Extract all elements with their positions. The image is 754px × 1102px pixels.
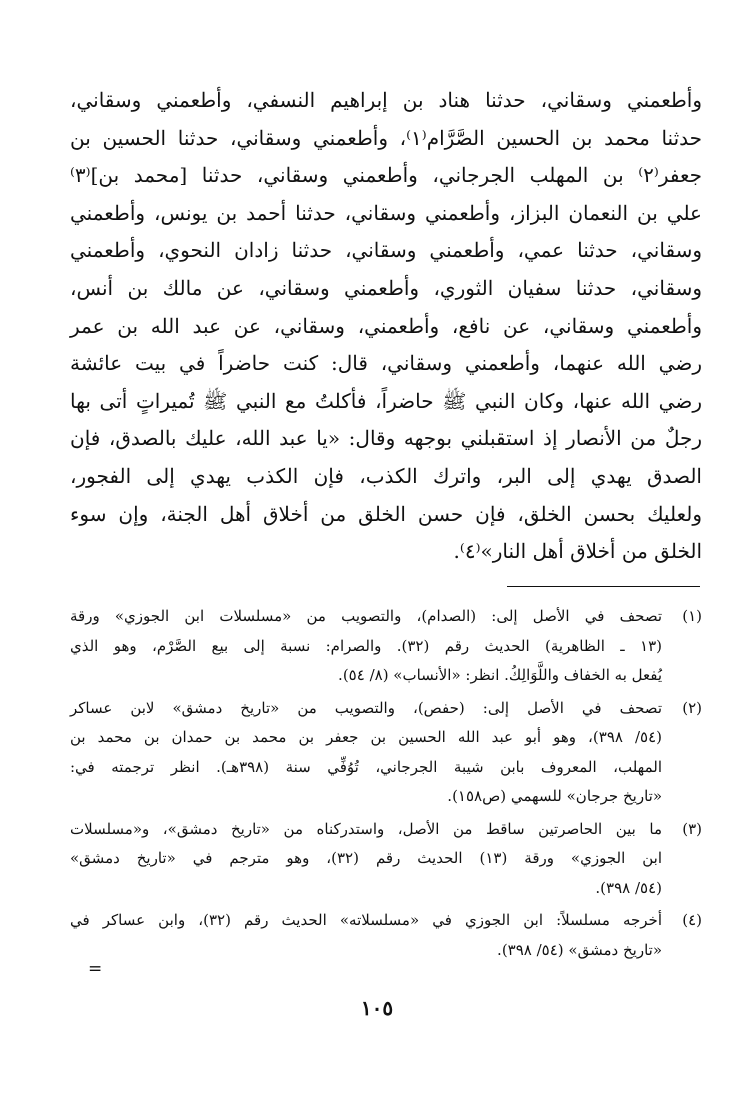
footnote-line: يُفعل به الخفاف واللَّوَالِكُ. انظر: «الأنساب» (٨/ ٥٤). <box>338 666 662 684</box>
page-number: ١٠٥ <box>360 996 394 1020</box>
main-text-line: علي بن النعمان البزاز، وأطعمني وسقاني، حدثنا أحمد بن يونس، وأطعمني <box>70 200 702 225</box>
footnotes-section <box>70 602 702 968</box>
main-text-line: رضي الله عنها، وكان النبي ﷺ حاضراً، فأكلتُ مع النبي ﷺ تُميراتٍ أتى بها <box>70 388 702 413</box>
main-text-line: وأطعمني وسقاني، عن نافع، وأطعمني، وسقاني، عن عبد الله بن عمر <box>70 313 702 338</box>
footnote-1 <box>70 602 702 691</box>
footnote-line: أخرجه مسلسلاً: ابن الجوزي في «مسلسلاته» الحديث رقم (٣٢)، وابن عساكر في <box>70 911 662 929</box>
footnote-line: ما بين الحاصرتين ساقط من الأصل، واستدركناه من «تاريخ دمشق»، و«مسلسلات <box>70 819 662 838</box>
footnote-line: المهلب، المعروف بابن شيبة الجرجاني، تُوُفِّي سنة (٣٩٨هـ). انظر ترجمته في: <box>70 757 662 776</box>
main-text-line: حدثنا محمد بن الحسين الصَّرَّام⁽١⁾، وأطعمني وسقاني، حدثنا الحسين بن <box>70 125 703 150</box>
main-text-line: جعفر⁽٢⁾ بن المهلب الجرجاني، وأطعمني وسقاني، حدثنا [محمد بن]⁽٣⁾ <box>70 163 702 188</box>
footnote-line: «تاريخ جرجان» للسهمي (ص١٥٨). <box>447 787 662 805</box>
footnote-3 <box>70 815 702 904</box>
footnote-number: (٣) <box>682 819 702 838</box>
footnote-4 <box>70 906 702 965</box>
footnote-continuation-mark: = <box>88 959 103 979</box>
main-text-line: وسقاني، حدثنا سفيان الثوري، وأطعمني وسقاني، عن مالك بن أنس، <box>70 275 702 300</box>
footnote-number: (٢) <box>682 698 702 717</box>
footnote-number: (١) <box>682 607 702 625</box>
footnote-line: تصحف في الأصل إلى: (حفص)، والتصويب من «تاريخ دمشق» لابن عساكر <box>70 698 662 717</box>
main-text-line: الصدق يهدي إلى البر، واترك الكذب، فإن الكذب يهدي إلى الفجور، <box>70 463 702 488</box>
footnote-line: (٥٤/ ٣٩٨)، وهو أبو عبد الله الحسين بن جعفر بن محمد بن حمدان بن محمد بن <box>70 728 663 746</box>
main-text-line: رجلٌ من الأنصار إذ استقبلني بوجهه وقال: «يا عبد الله، عليك بالصدق، فإن <box>70 426 702 451</box>
main-text-line: الخلق من أخلاق أهل النار»⁽٤⁾. <box>453 539 702 564</box>
footnote-separator <box>507 586 700 587</box>
main-text-line: ولعليك بحسن الخلق، فإن حسن الخلق من أخلاق أهل الجنة، وإن سوء <box>70 501 702 526</box>
footnote-2 <box>70 694 702 812</box>
main-text-block <box>70 82 702 571</box>
footnote-line: تصحف في الأصل إلى: (الصدام)، والتصويب من «مسلسلات ابن الجوزي» ورقة <box>70 607 662 625</box>
footnote-line: (٥٤/ ٣٩٨). <box>595 878 662 897</box>
footnote-number: (٤) <box>682 911 702 929</box>
main-text-line: وأطعمني وسقاني، حدثنا هناد بن إبراهيم النسفي، وأطعمني وسقاني، <box>70 88 702 112</box>
footnote-line: «تاريخ دمشق» (٥٤/ ٣٩٨). <box>497 940 662 959</box>
footnote-line: ابن الجوزي» ورقة (١٣) الحديث رقم (٣٢)، وهو مترجم في «تاريخ دمشق» <box>70 849 662 867</box>
main-text-line: وسقاني، حدثنا عمي، وأطعمني وسقاني، حدثنا زادان النحوي، وأطعمني <box>70 238 702 263</box>
footnote-line: (١٣ ـ الظاهرية) الحديث رقم (٣٢). والصرام: نسبة إلى بيع الصَّرْم، وهو الذي <box>70 636 662 655</box>
main-text-line: رضي الله عنهما، وأطعمني وسقاني، قال: كنت حاضراً في بيت عائشة <box>70 351 702 376</box>
